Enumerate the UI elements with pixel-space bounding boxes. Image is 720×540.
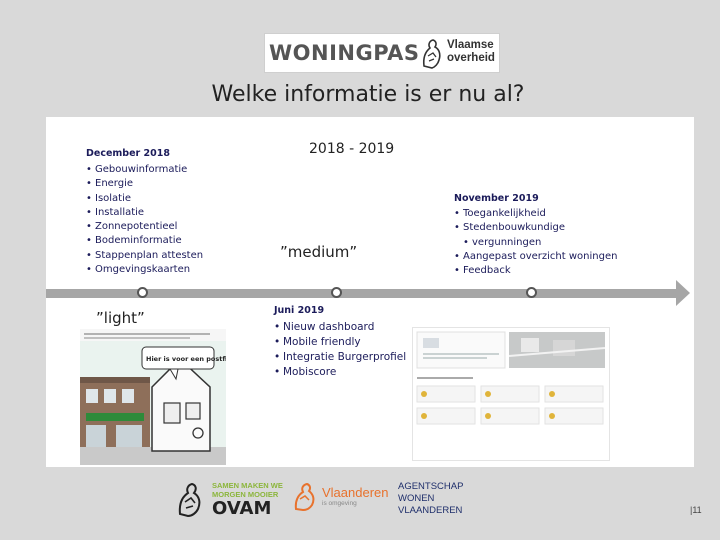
ovam-wordmark: OVAM [212,498,272,519]
gov-line-1: Vlaamse [447,39,494,51]
phase-light: ”light” [96,309,145,327]
list-item: • Isolatie [86,192,203,206]
november-title: November 2019 [454,193,539,204]
agency-line-3: VLAANDEREN [398,505,463,516]
list-item: • Omgevingskaarten [86,263,203,277]
agency-line-1: AGENTSCHAP [398,481,464,492]
december-title: December 2018 [86,148,170,159]
list-item: • Installatie [86,206,203,220]
agency-line-2: WONEN [398,493,435,504]
list-item: • Gebouwinformatie [86,163,203,177]
woningpas-logo [264,33,500,73]
list-item: • Nieuw dashboard [274,320,406,335]
dashboard-drawing [413,328,609,460]
list-item: • Stappenplan attesten [86,249,203,263]
ovam-tagline [212,481,283,499]
timeline-marker [526,287,537,298]
list-item: • Integratie Burgerprofiel [274,350,406,365]
vlaanderen-lion-icon [292,482,318,512]
list-item: • Bodeminformatie [86,234,203,248]
timeline-panel [46,117,694,467]
list-item: • Toegankelijkheid [454,207,617,221]
timeline-marker [137,287,148,298]
list-item: • Mobiscore [274,365,406,380]
page-number: |11 [690,505,702,515]
list-item: • Stedenbouwkundige [454,221,617,235]
dashboard-screenshot [412,327,610,461]
period-label: 2018 - 2019 [309,141,395,157]
juni-list [274,320,406,380]
ovam-tagline-1: SAMEN MAKEN WE [212,481,283,490]
timeline-arrow-head [676,280,690,306]
november-list [454,207,617,278]
slide-title: Welke informatie is er nu al? [211,82,525,107]
lion-icon [421,38,443,70]
cartoon-illustration [80,329,226,465]
cartoon-drawing [80,329,226,465]
list-item: • Feedback [454,264,617,278]
list-item: • Mobile friendly [274,335,406,350]
cartoon-bubble-text: Hier is voor een postfix [146,355,226,363]
list-item: • vergunningen [454,236,617,250]
list-item: • Aangepast overzicht woningen [454,250,617,264]
juni-title: Juni 2019 [274,305,325,316]
timeline-marker [331,287,342,298]
vlaanderen-subtitle: is omgeving [322,500,357,507]
december-list [86,163,203,277]
vlaamse-overheid-label [447,39,495,65]
phase-medium: ”medium” [280,243,358,261]
vlaanderen-wordmark: Vlaanderen [322,485,389,500]
list-item: • Zonnepotentieel [86,220,203,234]
logo-brand: WONINGPAS [269,41,420,65]
agency-wordmark [398,481,463,517]
list-item: • Energie [86,177,203,191]
ovam-tagline-2: MORGEN MOOIER [212,490,279,499]
gov-line-2: overheid [447,52,495,64]
ovam-lion-icon [176,482,204,518]
